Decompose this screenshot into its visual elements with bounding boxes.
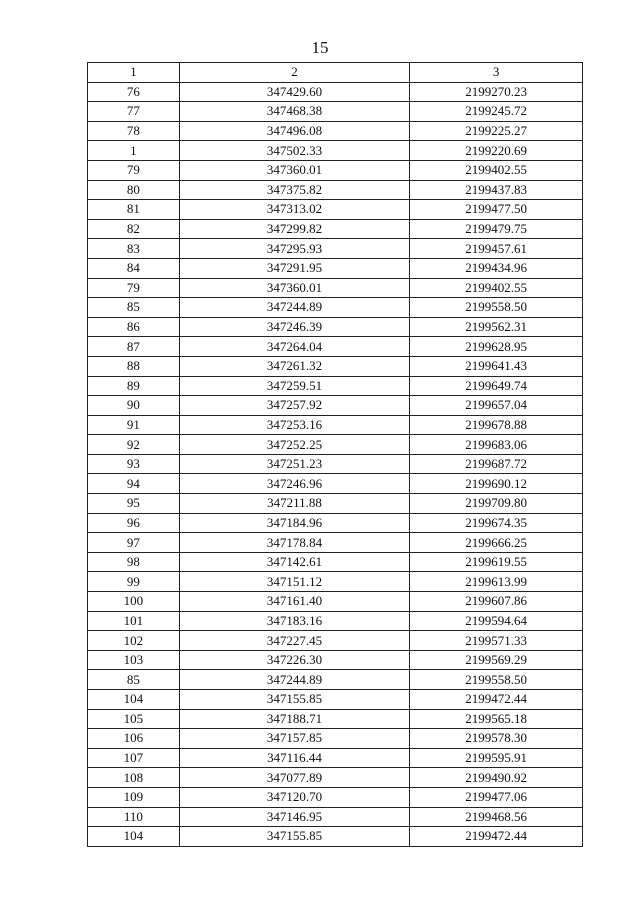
table-row: [88, 572, 583, 592]
cell-y-coordinate: 2199562.31: [410, 317, 583, 337]
cell-x-coordinate: 347155.85: [179, 690, 410, 710]
cell-point-number: 94: [88, 474, 180, 494]
cell-x-coordinate: 347261.32: [179, 356, 410, 376]
cell-point-number: 98: [88, 552, 180, 572]
cell-y-coordinate: 2199683.06: [410, 435, 583, 455]
cell-y-coordinate: 2199558.50: [410, 670, 583, 690]
cell-x-coordinate: 347360.01: [179, 278, 410, 298]
table-row: [88, 748, 583, 768]
cell-y-coordinate: 2199472.44: [410, 690, 583, 710]
cell-x-coordinate: 347116.44: [179, 748, 410, 768]
table-row: [88, 513, 583, 533]
cell-y-coordinate: 2199402.55: [410, 278, 583, 298]
table-row: [88, 787, 583, 807]
table-row: [88, 454, 583, 474]
cell-point-number: 86: [88, 317, 180, 337]
cell-x-coordinate: 347253.16: [179, 415, 410, 435]
cell-point-number: 104: [88, 827, 180, 847]
cell-point-number: 93: [88, 454, 180, 474]
cell-y-coordinate: 2199674.35: [410, 513, 583, 533]
table-row: [88, 141, 583, 161]
table-row: [88, 768, 583, 788]
cell-y-coordinate: 2199619.55: [410, 552, 583, 572]
table-row: [88, 356, 583, 376]
cell-x-coordinate: 347496.08: [179, 121, 410, 141]
cell-y-coordinate: 2199270.23: [410, 82, 583, 102]
cell-point-number: 88: [88, 356, 180, 376]
column-header-x: 2: [179, 63, 410, 83]
table-row: [88, 592, 583, 612]
cell-x-coordinate: 347295.93: [179, 239, 410, 259]
table-row: [88, 552, 583, 572]
cell-y-coordinate: 2199690.12: [410, 474, 583, 494]
table-row: [88, 729, 583, 749]
cell-x-coordinate: 347157.85: [179, 729, 410, 749]
cell-x-coordinate: 347184.96: [179, 513, 410, 533]
cell-point-number: 102: [88, 631, 180, 651]
table-row: [88, 200, 583, 220]
cell-y-coordinate: 2199468.56: [410, 807, 583, 827]
cell-x-coordinate: 347227.45: [179, 631, 410, 651]
table-row: [88, 278, 583, 298]
cell-x-coordinate: 347468.38: [179, 102, 410, 122]
cell-point-number: 97: [88, 533, 180, 553]
cell-x-coordinate: 347146.95: [179, 807, 410, 827]
cell-point-number: 108: [88, 768, 180, 788]
cell-point-number: 109: [88, 787, 180, 807]
cell-x-coordinate: 347257.92: [179, 396, 410, 416]
table-row: [88, 396, 583, 416]
table-row: [88, 670, 583, 690]
cell-x-coordinate: 347155.85: [179, 827, 410, 847]
cell-y-coordinate: 2199678.88: [410, 415, 583, 435]
cell-point-number: 89: [88, 376, 180, 396]
table-row: [88, 709, 583, 729]
cell-x-coordinate: 347244.89: [179, 298, 410, 318]
cell-x-coordinate: 347246.96: [179, 474, 410, 494]
cell-point-number: 103: [88, 650, 180, 670]
cell-point-number: 107: [88, 748, 180, 768]
table-row: [88, 239, 583, 259]
cell-point-number: 110: [88, 807, 180, 827]
cell-y-coordinate: 2199477.50: [410, 200, 583, 220]
table-row: [88, 533, 583, 553]
cell-y-coordinate: 2199477.06: [410, 787, 583, 807]
cell-y-coordinate: 2199613.99: [410, 572, 583, 592]
cell-point-number: 84: [88, 258, 180, 278]
cell-y-coordinate: 2199434.96: [410, 258, 583, 278]
cell-x-coordinate: 347429.60: [179, 82, 410, 102]
cell-point-number: 78: [88, 121, 180, 141]
cell-y-coordinate: 2199641.43: [410, 356, 583, 376]
cell-x-coordinate: 347502.33: [179, 141, 410, 161]
cell-y-coordinate: 2199657.04: [410, 396, 583, 416]
cell-x-coordinate: 347251.23: [179, 454, 410, 474]
cell-y-coordinate: 2199687.72: [410, 454, 583, 474]
cell-y-coordinate: 2199457.61: [410, 239, 583, 259]
cell-y-coordinate: 2199479.75: [410, 219, 583, 239]
cell-y-coordinate: 2199594.64: [410, 611, 583, 631]
cell-point-number: 105: [88, 709, 180, 729]
cell-y-coordinate: 2199472.44: [410, 827, 583, 847]
table-row: [88, 494, 583, 514]
cell-x-coordinate: 347142.61: [179, 552, 410, 572]
cell-x-coordinate: 347077.89: [179, 768, 410, 788]
cell-x-coordinate: 347299.82: [179, 219, 410, 239]
table-row: [88, 121, 583, 141]
cell-y-coordinate: 2199578.30: [410, 729, 583, 749]
cell-x-coordinate: 347313.02: [179, 200, 410, 220]
cell-y-coordinate: 2199571.33: [410, 631, 583, 651]
page-number: 15: [311, 38, 329, 57]
table-row: [88, 415, 583, 435]
table-row: [88, 611, 583, 631]
column-header-y: 3: [410, 63, 583, 83]
cell-point-number: 82: [88, 219, 180, 239]
cell-point-number: 79: [88, 160, 180, 180]
cell-x-coordinate: 347226.30: [179, 650, 410, 670]
cell-y-coordinate: 2199225.27: [410, 121, 583, 141]
cell-point-number: 79: [88, 278, 180, 298]
cell-x-coordinate: 347178.84: [179, 533, 410, 553]
cell-x-coordinate: 347264.04: [179, 337, 410, 357]
cell-y-coordinate: 2199649.74: [410, 376, 583, 396]
cell-x-coordinate: 347246.39: [179, 317, 410, 337]
cell-y-coordinate: 2199558.50: [410, 298, 583, 318]
cell-y-coordinate: 2199220.69: [410, 141, 583, 161]
cell-y-coordinate: 2199490.92: [410, 768, 583, 788]
table-row: [88, 650, 583, 670]
cell-x-coordinate: 347375.82: [179, 180, 410, 200]
cell-point-number: 100: [88, 592, 180, 612]
coordinates-table: [87, 62, 583, 847]
table-row: [88, 827, 583, 847]
table-row: [88, 317, 583, 337]
cell-y-coordinate: 2199565.18: [410, 709, 583, 729]
cell-point-number: 87: [88, 337, 180, 357]
table-row: [88, 631, 583, 651]
cell-x-coordinate: 347151.12: [179, 572, 410, 592]
cell-y-coordinate: 2199595.91: [410, 748, 583, 768]
table-row: [88, 180, 583, 200]
cell-point-number: 85: [88, 298, 180, 318]
cell-x-coordinate: 347252.25: [179, 435, 410, 455]
table-row: [88, 807, 583, 827]
cell-point-number: 91: [88, 415, 180, 435]
cell-y-coordinate: 2199666.25: [410, 533, 583, 553]
cell-point-number: 101: [88, 611, 180, 631]
cell-point-number: 1: [88, 141, 180, 161]
cell-x-coordinate: 347244.89: [179, 670, 410, 690]
cell-x-coordinate: 347291.95: [179, 258, 410, 278]
table-row: [88, 435, 583, 455]
cell-x-coordinate: 347183.16: [179, 611, 410, 631]
cell-point-number: 104: [88, 690, 180, 710]
table-row: [88, 376, 583, 396]
cell-y-coordinate: 2199607.86: [410, 592, 583, 612]
cell-point-number: 92: [88, 435, 180, 455]
table-row: [88, 298, 583, 318]
cell-point-number: 77: [88, 102, 180, 122]
table-row: [88, 258, 583, 278]
table-row: [88, 82, 583, 102]
table-row: [88, 160, 583, 180]
cell-point-number: 81: [88, 200, 180, 220]
table-row: [88, 102, 583, 122]
cell-x-coordinate: 347211.88: [179, 494, 410, 514]
table-header-row: [88, 63, 583, 83]
table-row: [88, 219, 583, 239]
cell-point-number: 90: [88, 396, 180, 416]
cell-y-coordinate: 2199402.55: [410, 160, 583, 180]
cell-x-coordinate: 347120.70: [179, 787, 410, 807]
table-row: [88, 690, 583, 710]
cell-y-coordinate: 2199628.95: [410, 337, 583, 357]
cell-point-number: 106: [88, 729, 180, 749]
cell-y-coordinate: 2199437.83: [410, 180, 583, 200]
cell-x-coordinate: 347161.40: [179, 592, 410, 612]
cell-y-coordinate: 2199709.80: [410, 494, 583, 514]
table-row: [88, 337, 583, 357]
cell-point-number: 83: [88, 239, 180, 259]
cell-point-number: 96: [88, 513, 180, 533]
cell-point-number: 80: [88, 180, 180, 200]
cell-x-coordinate: 347259.51: [179, 376, 410, 396]
table-row: [88, 474, 583, 494]
cell-point-number: 99: [88, 572, 180, 592]
cell-point-number: 95: [88, 494, 180, 514]
cell-x-coordinate: 347188.71: [179, 709, 410, 729]
cell-y-coordinate: 2199245.72: [410, 102, 583, 122]
cell-point-number: 76: [88, 82, 180, 102]
column-header-point: 1: [88, 63, 180, 83]
cell-point-number: 85: [88, 670, 180, 690]
cell-y-coordinate: 2199569.29: [410, 650, 583, 670]
cell-x-coordinate: 347360.01: [179, 160, 410, 180]
